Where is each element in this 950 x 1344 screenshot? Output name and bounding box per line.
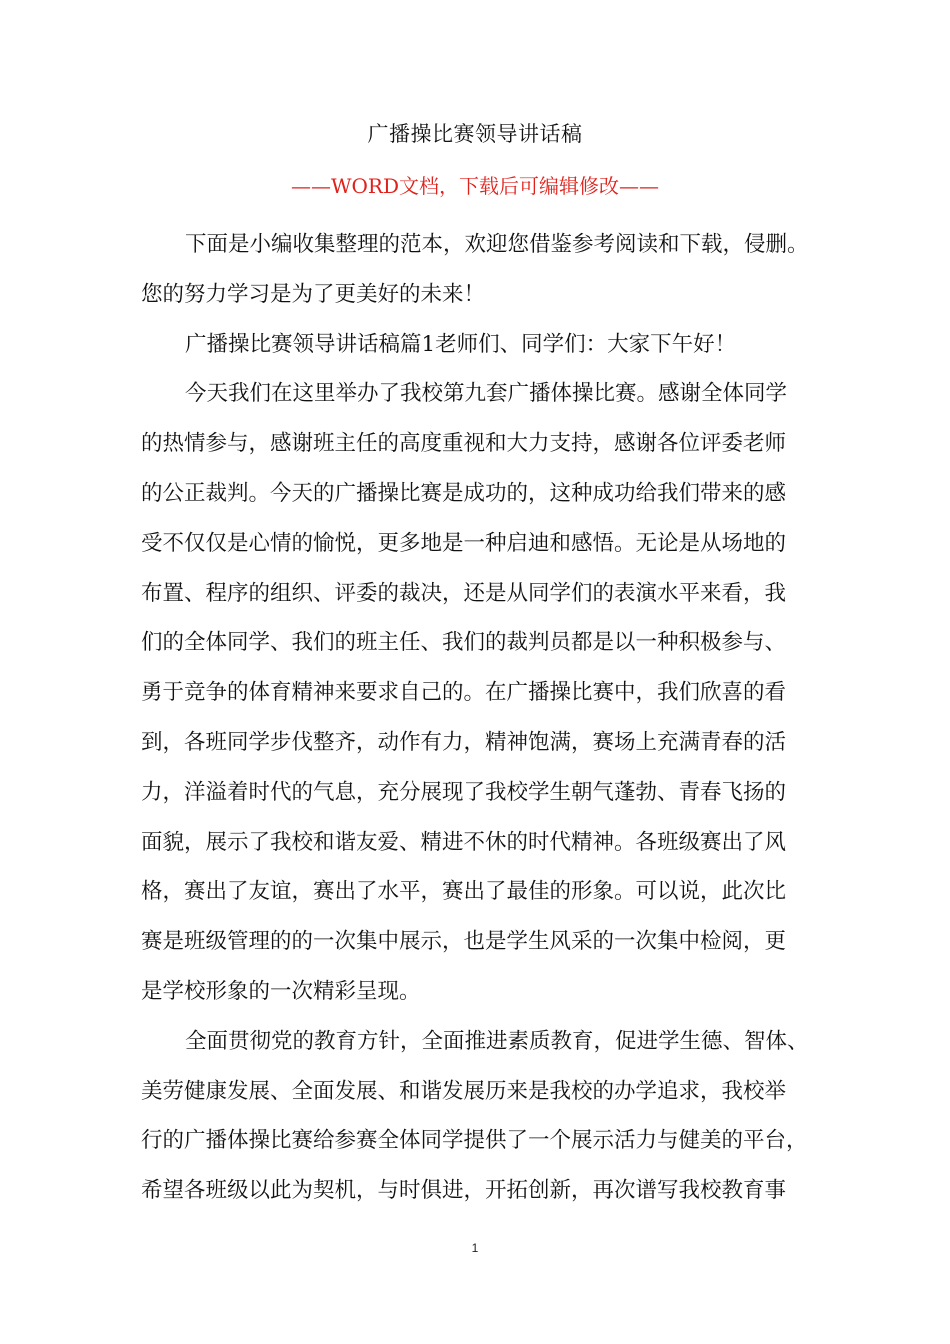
paragraph-line: 面貌，展示了我校和谐友爱、精进不休的时代精神。各班级赛出了风 [141,829,787,855]
document-title: 广播操比赛领导讲话稿 [367,122,583,146]
paragraph-line: 的公正裁判。今天的广播操比赛是成功的，这种成功给我们带来的感 [141,480,787,506]
paragraph-line: 到，各班同学步伐整齐，动作有力，精神饱满，赛场上充满青春的活 [141,729,787,755]
paragraph-line: 布置、程序的组织、评委的裁决，还是从同学们的表演水平来看，我 [141,580,787,606]
paragraph-line: 勇于竞争的体育精神来要求自己的。在广播操比赛中，我们欣喜的看 [141,680,787,706]
page-number: 1 [471,1241,479,1255]
paragraph-line: 格，赛出了友谊，赛出了水平，赛出了最佳的形象。可以说，此次比 [141,879,787,905]
document-subtitle: ——WORD文档，下载后可编辑修改—— [290,174,660,198]
document-body [141,220,831,1216]
paragraph-line: 的热情参与，感谢班主任的高度重视和大力支持，感谢各位评委老师 [141,431,787,457]
paragraph-line: 今天我们在这里举办了我校第九套广播体操比赛。感谢全体同学 [185,381,788,407]
paragraph-line: 您的努力学习是为了更美好的未来！ [141,281,486,307]
paragraph-line: 们的全体同学、我们的班主任、我们的裁判员都是以一种积极参与、 [141,630,787,656]
paragraph-line: 美劳健康发展、全面发展、和谐发展历来是我校的办学追求，我校举 [141,1078,787,1104]
paragraph-line: 赛是班级管理的的一次集中展示，也是学生风采的一次集中检阅，更 [141,929,787,955]
paragraph-line: 广播操比赛领导讲话稿篇1老师们、同学们：大家下午好！ [185,331,737,357]
paragraph-line: 行的广播体操比赛给参赛全体同学提供了一个展示活力与健美的平台， [141,1128,808,1154]
paragraph-line: 力，洋溢着时代的气息，充分展现了我校学生朝气蓬勃、青春飞扬的 [141,779,787,805]
paragraph-line: 全面贯彻党的教育方针，全面推进素质教育，促进学生德、智体、 [185,1028,809,1054]
paragraph-line: 受不仅仅是心情的愉悦，更多地是一种启迪和感悟。无论是从场地的 [141,530,787,556]
paragraph-line: 是学校形象的一次精彩呈现。 [141,978,421,1004]
paragraph-line: 希望各班级以此为契机，与时俱进，开拓创新，再次谱写我校教育事 [141,1178,787,1204]
paragraph-line: 下面是小编收集整理的范本，欢迎您借鉴参考阅读和下载，侵删。 [185,232,809,257]
